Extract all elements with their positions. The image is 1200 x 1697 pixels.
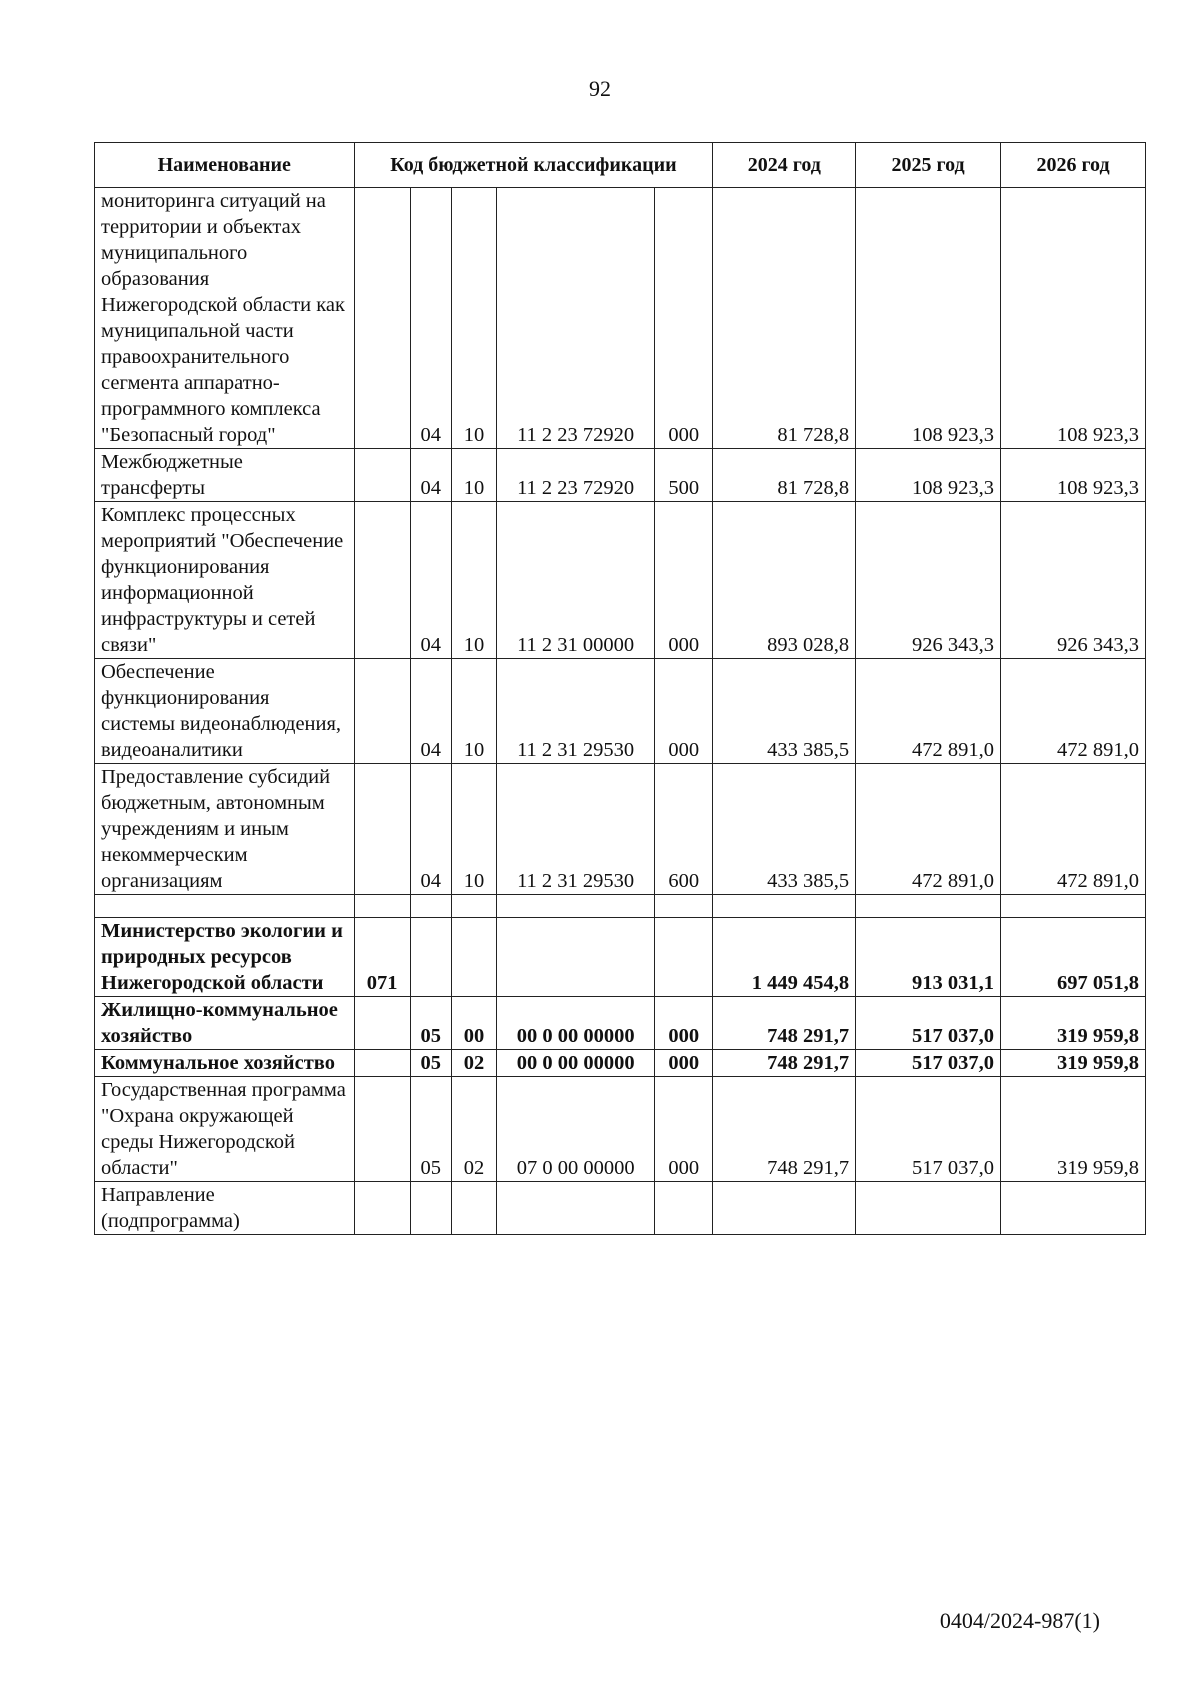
table-row — [95, 1077, 1146, 1182]
subsection-code: 02 — [451, 1077, 496, 1182]
row-name — [95, 895, 355, 918]
subsection-code: 02 — [451, 1050, 496, 1077]
expense-code: 600 — [655, 764, 713, 895]
subsection-code: 10 — [451, 764, 496, 895]
row-name: Министерство экологии и природных ресурсов Нижегородской области — [95, 918, 355, 997]
target-code: 11 2 31 00000 — [497, 502, 655, 659]
subsection-code: 10 — [451, 188, 496, 449]
subsection-code: 10 — [451, 659, 496, 764]
amount-2026: 472 891,0 — [1001, 659, 1146, 764]
ministry-code — [354, 659, 410, 764]
row-name: Направление (подпрограмма) — [95, 1182, 355, 1235]
amount-2025: 913 031,1 — [856, 918, 1001, 997]
header-code: Код бюджетной классификации — [354, 143, 713, 188]
table-row — [95, 918, 1146, 997]
amount-2025 — [856, 895, 1001, 918]
target-code: 11 2 23 72920 — [497, 449, 655, 502]
section-code: 04 — [410, 449, 451, 502]
amount-2025: 108 923,3 — [856, 449, 1001, 502]
section-code: 04 — [410, 764, 451, 895]
table-row — [95, 997, 1146, 1050]
ministry-code — [354, 188, 410, 449]
row-name: Жилищно-коммунальное хозяйство — [95, 997, 355, 1050]
subsection-code: 00 — [451, 997, 496, 1050]
table-row — [95, 449, 1146, 502]
target-code — [497, 1182, 655, 1235]
target-code: 00 0 00 00000 — [497, 997, 655, 1050]
amount-2026: 319 959,8 — [1001, 997, 1146, 1050]
amount-2025: 472 891,0 — [856, 659, 1001, 764]
amount-2026: 319 959,8 — [1001, 1050, 1146, 1077]
amount-2024: 81 728,8 — [713, 449, 856, 502]
amount-2026: 108 923,3 — [1001, 188, 1146, 449]
row-name: Межбюджетные трансферты — [95, 449, 355, 502]
amount-2026 — [1001, 1182, 1146, 1235]
amount-2025 — [856, 1182, 1001, 1235]
expense-code — [655, 918, 713, 997]
row-name: Предоставление субсидий бюджетным, автономным учреждениям и иным некоммерческим организациям — [95, 764, 355, 895]
subsection-code — [451, 895, 496, 918]
section-code — [410, 895, 451, 918]
target-code: 11 2 31 29530 — [497, 659, 655, 764]
ministry-code: 071 — [354, 918, 410, 997]
page-number: 92 — [589, 76, 611, 101]
section-code: 05 — [410, 1050, 451, 1077]
section-code: 04 — [410, 502, 451, 659]
amount-2024: 748 291,7 — [713, 1077, 856, 1182]
amount-2024: 748 291,7 — [713, 997, 856, 1050]
ministry-code — [354, 895, 410, 918]
target-code: 07 0 00 00000 — [497, 1077, 655, 1182]
amount-2025: 517 037,0 — [856, 1077, 1001, 1182]
budget-table — [94, 142, 1146, 1235]
empty-row — [95, 895, 1146, 918]
table-row — [95, 502, 1146, 659]
amount-2025: 472 891,0 — [856, 764, 1001, 895]
ministry-code — [354, 997, 410, 1050]
amount-2024 — [713, 895, 856, 918]
target-code: 00 0 00 00000 — [497, 1050, 655, 1077]
table-row — [95, 188, 1146, 449]
ministry-code — [354, 764, 410, 895]
subsection-code — [451, 918, 496, 997]
header-2025: 2025 год — [856, 143, 1001, 188]
expense-code: 000 — [655, 997, 713, 1050]
row-name: мониторинга ситуаций на территории и объектах муниципального образования Нижегородской области как муниципальной части правоохранительного сегмента аппаратно-программного комплекса "Безопасный город" — [95, 188, 355, 449]
amount-2026 — [1001, 895, 1146, 918]
amount-2024: 748 291,7 — [713, 1050, 856, 1077]
expense-code: 000 — [655, 502, 713, 659]
expense-code: 000 — [655, 1077, 713, 1182]
amount-2025: 517 037,0 — [856, 997, 1001, 1050]
row-name: Государственная программа "Охрана окружающей среды Нижегородской области" — [95, 1077, 355, 1182]
table-row — [95, 764, 1146, 895]
ministry-code — [354, 502, 410, 659]
section-code — [410, 918, 451, 997]
amount-2024: 81 728,8 — [713, 188, 856, 449]
table-row — [95, 1182, 1146, 1235]
header-2024: 2024 год — [713, 143, 856, 188]
target-code — [497, 918, 655, 997]
header-name: Наименование — [95, 143, 355, 188]
ministry-code — [354, 1182, 410, 1235]
table-row — [95, 1050, 1146, 1077]
expense-code — [655, 895, 713, 918]
expense-code: 000 — [655, 659, 713, 764]
amount-2026: 319 959,8 — [1001, 1077, 1146, 1182]
row-name: Коммунальное хозяйство — [95, 1050, 355, 1077]
amount-2026: 472 891,0 — [1001, 764, 1146, 895]
ministry-code — [354, 1050, 410, 1077]
subsection-code: 10 — [451, 449, 496, 502]
ministry-code — [354, 449, 410, 502]
amount-2026: 926 343,3 — [1001, 502, 1146, 659]
subsection-code: 10 — [451, 502, 496, 659]
table-row — [95, 659, 1146, 764]
section-code — [410, 1182, 451, 1235]
subsection-code — [451, 1182, 496, 1235]
header-2026: 2026 год — [1001, 143, 1146, 188]
table-header-row — [95, 143, 1146, 188]
amount-2025: 517 037,0 — [856, 1050, 1001, 1077]
amount-2024: 1 449 454,8 — [713, 918, 856, 997]
expense-code: 000 — [655, 188, 713, 449]
amount-2026: 108 923,3 — [1001, 449, 1146, 502]
section-code: 04 — [410, 659, 451, 764]
amount-2024: 433 385,5 — [713, 659, 856, 764]
amount-2026: 697 051,8 — [1001, 918, 1146, 997]
amount-2024 — [713, 1182, 856, 1235]
expense-code: 500 — [655, 449, 713, 502]
amount-2025: 108 923,3 — [856, 188, 1001, 449]
amount-2025: 926 343,3 — [856, 502, 1001, 659]
section-code: 04 — [410, 188, 451, 449]
row-name: Обеспечение функционирования системы видеонаблюдения, видеоаналитики — [95, 659, 355, 764]
section-code: 05 — [410, 997, 451, 1050]
target-code: 11 2 31 29530 — [497, 764, 655, 895]
document-code: 0404/2024-987(1) — [939, 1608, 1100, 1633]
expense-code — [655, 1182, 713, 1235]
row-name: Комплекс процессных мероприятий "Обеспечение функционирования информационной инфраструктуры и сетей связи" — [95, 502, 355, 659]
target-code: 11 2 23 72920 — [497, 188, 655, 449]
section-code: 05 — [410, 1077, 451, 1182]
amount-2024: 433 385,5 — [713, 764, 856, 895]
target-code — [497, 895, 655, 918]
expense-code: 000 — [655, 1050, 713, 1077]
amount-2024: 893 028,8 — [713, 502, 856, 659]
ministry-code — [354, 1077, 410, 1182]
